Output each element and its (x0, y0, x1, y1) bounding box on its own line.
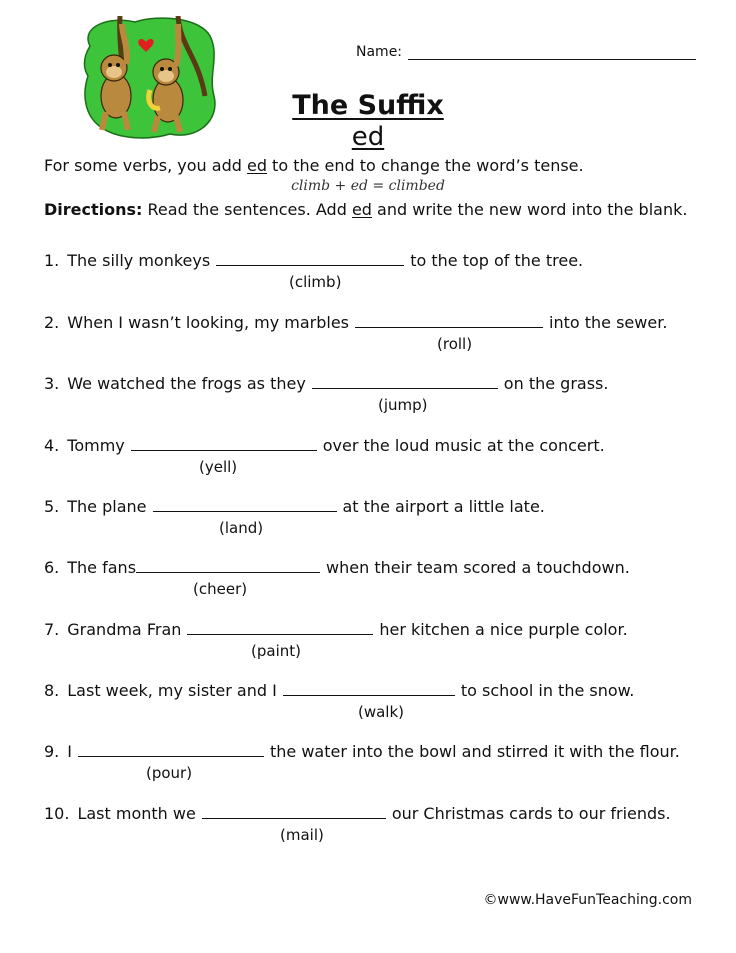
verb-hint: (mail) (280, 826, 324, 844)
answer-blank[interactable] (78, 742, 264, 757)
verb-hint: (cheer) (193, 580, 248, 598)
question-number: 1. (44, 251, 60, 270)
verb-hint: (paint) (251, 642, 301, 660)
question-text-before: Last month we (77, 804, 196, 823)
question-text-before: The silly monkeys (67, 251, 211, 270)
question-text-after: to the top of the tree. (410, 251, 584, 270)
directions-text (44, 200, 687, 219)
question-row (44, 681, 634, 700)
question-text-before: We watched the frogs as they (67, 374, 306, 393)
example-formula: climb + ed = climbed (291, 178, 445, 194)
question-number: 6. (44, 558, 60, 577)
question-number: 3. (44, 374, 60, 393)
question-text-before: I (67, 742, 72, 761)
question-row (44, 374, 608, 393)
verb-hint: (pour) (146, 764, 193, 782)
verb-hint: (land) (219, 519, 264, 537)
question-text-before: The fans (67, 558, 137, 577)
question-text-before: Tommy (67, 436, 125, 455)
directions-after: and write the new word into the blank. (371, 200, 688, 219)
question-row (44, 620, 628, 639)
intro-after: to the end to change the word’s tense. (266, 156, 584, 175)
question-number: 5. (44, 497, 60, 516)
question-text-after: to school in the snow. (460, 681, 635, 700)
verb-hint: (climb) (289, 273, 342, 291)
question-number: 9. (44, 742, 60, 761)
question-row (44, 497, 545, 516)
verb-hint: (yell) (199, 458, 238, 476)
name-field[interactable] (356, 44, 696, 60)
name-line[interactable] (408, 45, 696, 60)
name-label: Name: (356, 44, 403, 60)
answer-blank[interactable] (131, 436, 317, 451)
question-row (44, 313, 667, 332)
question-number: 2. (44, 313, 60, 332)
answer-blank[interactable] (312, 374, 498, 389)
question-row (44, 251, 583, 270)
question-text-after: into the sewer. (549, 313, 668, 332)
question-text-before: When I wasn’t looking, my marbles (67, 313, 350, 332)
verb-hint: (jump) (378, 396, 428, 414)
copyright-footer: ©www.HaveFunTeaching.com (483, 892, 692, 908)
verb-hint: (walk) (358, 703, 405, 721)
question-text-after: our Christmas cards to our friends. (391, 804, 671, 823)
question-text-before: Last week, my sister and I (67, 681, 277, 700)
question-text-before: The plane (67, 497, 147, 516)
answer-blank[interactable] (202, 804, 386, 819)
intro-text (44, 156, 584, 175)
question-text-after: the water into the bowl and stirred it with the flour. (269, 742, 680, 761)
question-text-after: her kitchen a nice purple color. (379, 620, 628, 639)
answer-blank[interactable] (136, 558, 320, 573)
directions-keyword: ed (351, 200, 372, 219)
question-text-after: on the grass. (503, 374, 609, 393)
question-text-after: at the airport a little late. (342, 497, 545, 516)
question-row (44, 436, 605, 455)
question-text-after: over the loud music at the concert. (322, 436, 605, 455)
question-number: 7. (44, 620, 60, 639)
page-subtitle: ed (351, 122, 385, 152)
page-title-wrap (0, 90, 736, 121)
question-number: 10. (44, 804, 70, 823)
directions-before: Read the sentences. Add (142, 200, 352, 219)
question-number: 4. (44, 436, 60, 455)
question-row (44, 558, 630, 577)
question-row (44, 742, 680, 761)
page-subtitle-wrap (0, 122, 736, 152)
page-title: The Suffix (292, 90, 444, 121)
question-text-before: Grandma Fran (67, 620, 182, 639)
answer-blank[interactable] (153, 497, 337, 512)
intro-before: For some verbs, you add (44, 156, 247, 175)
question-number: 8. (44, 681, 60, 700)
intro-keyword: ed (246, 156, 267, 175)
verb-hint: (roll) (437, 335, 473, 353)
question-text-after: when their team scored a touchdown. (326, 558, 630, 577)
answer-blank[interactable] (216, 251, 404, 266)
answer-blank[interactable] (355, 313, 543, 328)
question-row (44, 804, 671, 823)
answer-blank[interactable] (283, 681, 455, 696)
directions-label: Directions: (44, 200, 143, 219)
answer-blank[interactable] (187, 620, 373, 635)
